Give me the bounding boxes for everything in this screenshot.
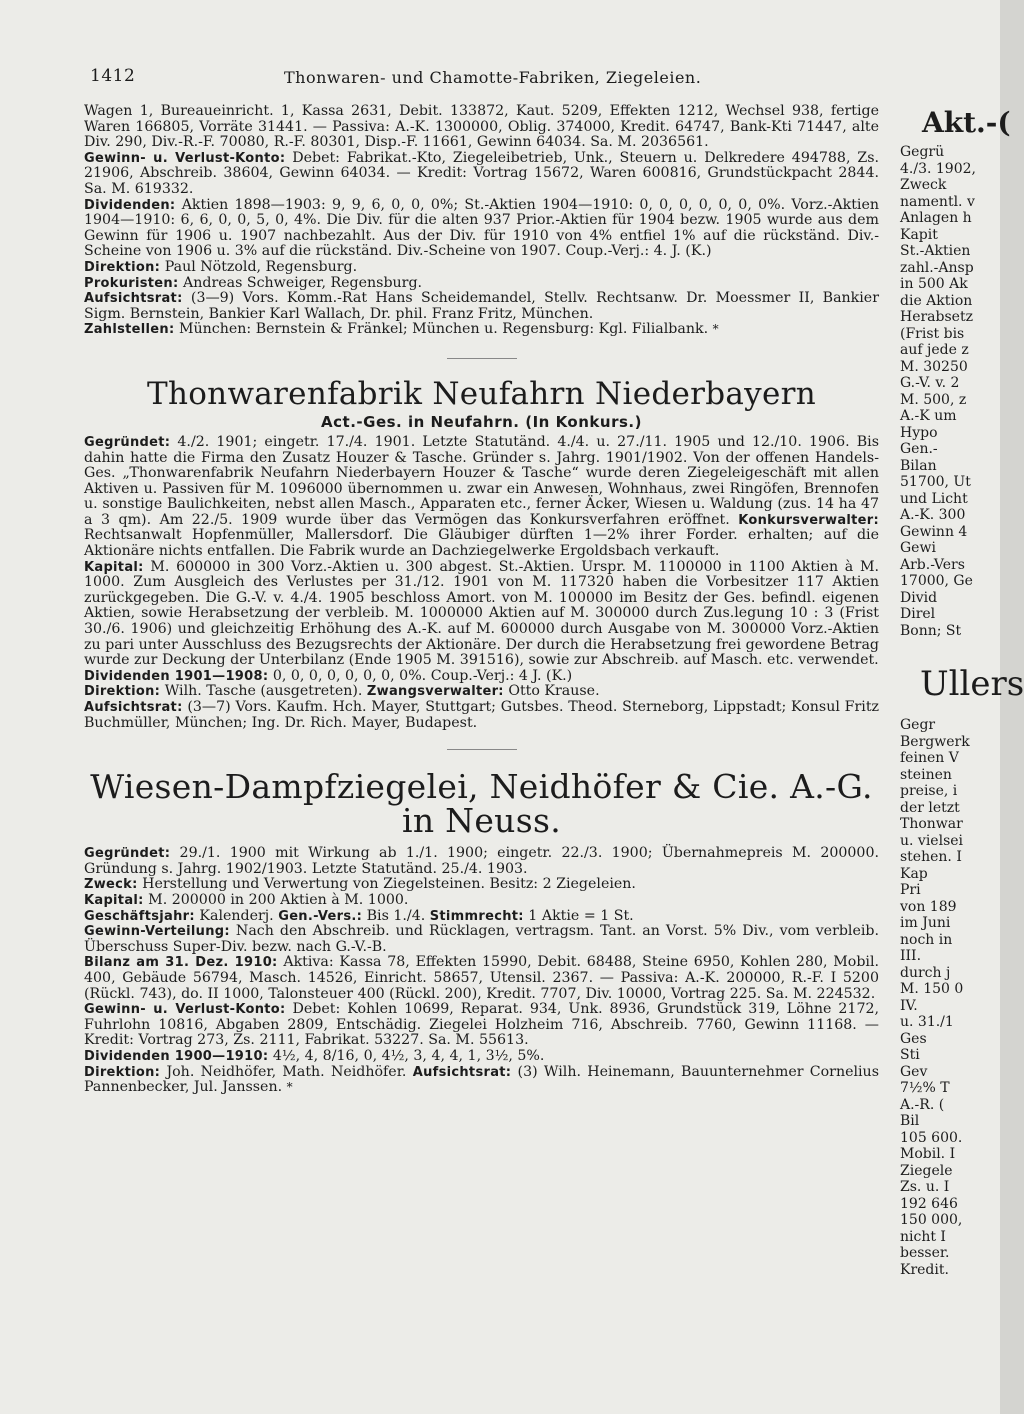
founded-text: 4./2. 1901; eingetr. 17./4. 1901. Letzte Statutänd. 4./4. u. 27./11. 1905 und 12./10. 1906. Bis dahin hatte die Firma den Zusatz Houzer & Tasche. Gründer s. Jahrg. 1901/1902. Von der offenen Handels-Ges. „Thonwarenfabrik Neufahrn Niederbayern Houzer & Tasche“ wurde deren Ziegeleigeschäft mit allen Aktiven u. Passiven für M. 1096000 übernommen u. zwar ein Anwesen, Wohnhaus, zwei Ringöfen, Brennofen u. sonstige Baulichkeiten, nebst allen Masch., Apparaten etc., ferner Äcker, Wiesen u. Waldung (zus. 14 ha 47 a 3 qm). Am 22./5. 1909 wurde über das Vermögen das Konkursverfahren eröffnet. <box>84 433 880 528</box>
page-header <box>84 56 879 86</box>
capital-text: M. 600000 in 300 Vorz.-Aktien u. 300 abgest. St.-Aktien. Urspr. M. 1100000 in 1100 Aktien à M. 1000. Zum Ausgleich des Verlustes per 31./12. 1901 von M. 117320 haben die Vorbesitzer 117 Aktien zurückgegeben. Die G.-V. v. 4./4. 1905 beschloss Amort. von M. 100000 im Besitz der Ges. befindl. eigenen Aktien, sowie Herabsetzung der verbleib. M. 1000000 Aktien auf M. 300000 durch Zus.legung 10 : 3 (Frist 30./6. 1906) und gleichzeitig Erhöhung des A.-K. auf M. 600000 durch Ausgabe von M. 300000 Vorz.-Aktien zu pari unter Ausschluss des Bezugsrechts der Aktionäre. Der durch die Herabsetzung frei gewordene Betrag wurde zur Deckung der Unterbilanz (Ende 1905 M. 391516), sowie zur Abschreib. auf Masch. etc. verwendet. <box>84 558 879 669</box>
capital-text: M. 200000 in 200 Aktien à M. 1000. <box>148 891 409 908</box>
right-column-line: Anlagen h <box>900 210 972 226</box>
right-column-line: Bilan <box>900 457 937 474</box>
right-column-line: u. 31./1 <box>900 1014 954 1030</box>
profit-distribution-label: Gewinn-Verteilung: <box>84 924 230 940</box>
administrator-label: Zwangsverwalter: <box>366 684 504 700</box>
profit-loss-label: Gewinn- u. Verlust-Konto: <box>84 1002 286 1018</box>
right-column-line: Pri <box>900 882 921 898</box>
business-year-label: Geschäftsjahr: <box>84 908 195 924</box>
right-column-line: durch j <box>900 964 951 981</box>
right-column-line: stehen. I <box>900 849 962 865</box>
dividends-label: Dividenden 1900—1910: <box>84 1048 269 1064</box>
profit-loss-paragraph <box>84 151 879 198</box>
right-column-line: Ges <box>900 1030 927 1047</box>
right-column-line: Direl <box>900 606 936 622</box>
procurators-label: Prokuristen: <box>84 275 179 291</box>
founded-paragraph <box>84 846 879 877</box>
right-column-line: zahl.-Ansp <box>900 259 974 276</box>
capital-paragraph <box>84 893 879 909</box>
right-column-line: Akt.-( <box>922 106 1011 139</box>
right-column-line: Sti <box>900 1047 920 1063</box>
footnote-star: * <box>712 322 719 337</box>
right-column-line: III. <box>900 948 922 964</box>
supervisory-board-label: Aufsichtsrat: <box>412 1064 512 1080</box>
right-column-line: auf jede z <box>900 342 969 358</box>
right-column-line: 17000, Ge <box>900 573 973 589</box>
profit-distribution-text: Nach den Abschreib. und Rücklagen, vertragsm. Tant. an Vorst. 5% Div., vom verbleib. Überschuss Super-Div. bezw. nach G.-V.-B. <box>84 923 879 955</box>
procurators-paragraph <box>84 276 879 292</box>
supervisory-board-paragraph <box>84 291 879 322</box>
dividends-text: 0, 0, 0, 0, 0, 0, 0, 0%. Coup.-Verj.: 4 J. (K.) <box>272 667 573 684</box>
right-column-line: Gewinn 4 <box>900 523 968 540</box>
right-column-line: nicht I <box>900 1228 946 1245</box>
supervisory-board-text: (3—7) Vors. Kaufm. Hch. Mayer, Stuttgart; Gutsbes. Theod. Sterneborg, Lippstadt; Konsul Fritz Buchmüller, München; Ing. Dr. Rich. Mayer, Budapest. <box>84 699 879 731</box>
business-year-text: Kalenderj. <box>199 907 274 924</box>
main-column <box>84 56 879 1096</box>
balance-continuation: Wagen 1, Bureaueinricht. 1, Kassa 2631, Debit. 133872, Kaut. 5209, Effekten 1212, Wechsel 938, fertige Waren 166805, Vorräte 31441. — Passiva: A.-K. 1300000, Oblig. 374000, Kredit. 64747, Bank-Kti 71447, alte Div. 290, Div.-R.-F. 70080, R.-F. 80301, Disp.-F. 11661, Gewinn 64034. Sa. M. 2036561. <box>84 103 879 151</box>
right-column-line: Gegr <box>900 717 936 733</box>
right-column-line: G.-V. v. 2 <box>900 375 960 391</box>
right-column-line: 4./3. 1902, <box>900 160 976 177</box>
dividends-text: Aktien 1898—1903: 9, 9, 6, 0, 0, 0%; St.-Aktien 1904—1910: 0, 0, 0, 0, 0, 0, 0%. Vorz.-Aktien 1904—1910: 6, 6, 0, 0, 5, 0, 4%. Die Div. für die alten 937 Prior.-Aktien für 1904 bezw. 1905 wurde aus dem Gewinn für 1906 u. 1907 nachbezahlt. Aus der Div. für 1910 von 4% entfiel 1% auf die rückständ. Div.-Scheine von 1906 u. 3% auf die rückständ. Div.-Scheine von 1907. Coup.-Verj.: 4. J. (K.) <box>84 196 880 260</box>
board-label: Direktion: <box>84 684 161 700</box>
capital-label: Kapital: <box>84 892 144 908</box>
right-column-line: Kredit. <box>900 1261 949 1278</box>
supervisory-board-label: Aufsichtsrat: <box>84 700 183 715</box>
right-column-line: Bergwerk <box>900 733 970 750</box>
profit-loss-label: Gewinn- u. Verlust-Konto: <box>84 150 286 166</box>
right-column-line: Divid <box>900 589 938 606</box>
right-column-line: Hypo <box>900 424 938 441</box>
right-column-line: Kapit <box>900 226 938 243</box>
dividends-paragraph <box>84 1049 879 1065</box>
right-column-line: M. 30250 <box>900 358 968 375</box>
dividends-paragraph <box>84 669 879 685</box>
divider <box>447 749 517 750</box>
right-column-line: A.-K um <box>900 408 957 424</box>
voting-right-label: Stimmrecht: <box>429 908 524 924</box>
company-subtitle: Act.-Ges. in Neufahrn. (In Konkurs.) <box>321 412 642 431</box>
right-column-line: von 189 <box>900 898 957 915</box>
board-text: Paul Nötzold, Regensburg. <box>164 258 358 275</box>
dividends-label: Dividenden 1901—1908: <box>84 668 269 684</box>
capital-paragraph <box>84 560 879 669</box>
right-column-line: Kap <box>900 865 928 882</box>
paying-agents-paragraph <box>84 322 879 338</box>
general-meeting-label: Gen.-Vers.: <box>278 908 363 924</box>
right-column-line: Bil <box>900 1113 920 1129</box>
right-column-line: Gev <box>900 1063 928 1080</box>
right-column-line: M. 150 0 <box>900 981 964 997</box>
right-column-line: Gen.- <box>900 441 938 457</box>
voting-right-text: 1 Aktie = 1 St. <box>528 907 634 924</box>
right-column-line: steinen <box>900 766 952 783</box>
right-column-line: 51700, Ut <box>900 474 971 490</box>
right-column-line: Zs. u. I <box>900 1179 950 1195</box>
right-column-line: feinen V <box>900 750 959 766</box>
right-column-line: Bonn; St <box>900 622 962 639</box>
balance-text: Aktiva: Kassa 78, Effekten 15990, Debit. 68488, Steine 6950, Kohlen 280, Mobil. 400, Gebäude 56794, Masch. 14526, Einricht. 58657, Utensil. 2367. — Passiva: A.-K. 200000, R.-F. I 5200 (Rückl. 743), do. II 1000, Talonsteuer 400 (Rückl. 200), Kredit. 7707, Div. 10000, Vortrag 225. Sa. M. 224532. <box>84 954 879 1002</box>
general-meeting-text: Bis 1./4. <box>366 907 426 924</box>
business-year-paragraph <box>84 909 879 925</box>
profit-distribution-paragraph <box>84 924 879 955</box>
procurators-text: Andreas Schweiger, Regensburg. <box>182 274 423 291</box>
right-column-line: Ziegele <box>900 1162 953 1179</box>
right-column-line: namentl. v <box>900 193 975 210</box>
founded-label: Gegründet: <box>84 846 171 862</box>
board-label: Direktion: <box>84 1064 161 1080</box>
right-column-line: und Licht <box>900 490 968 507</box>
right-column-line: A.-R. ( <box>900 1096 945 1113</box>
profit-loss-text: Debet: Kohlen 10699, Reparat. 934, Unk. 8936, Grundstück 319, Löhne 2172, Fuhrlohn 10816, Abgaben 2809, Entschädig. Ziegelei Holzheim 716, Abschreib. 7760, Gewinn 11168. — Kredit: Vortrag 273, Zs. 2111, Fabrikat. 53227. Sa. M. 55613. <box>84 1001 880 1049</box>
purpose-text: Herstellung und Verwertung von Ziegelsteinen. Besitz: 2 Ziegeleien. <box>142 876 636 893</box>
balance-paragraph <box>84 955 879 1002</box>
board-paragraph <box>84 260 879 276</box>
right-column-line: Herabsetz <box>900 309 973 325</box>
dividends-label: Dividenden: <box>84 197 176 213</box>
company-title: Thonwarenfabrik Neufahrn Niederbayern <box>146 375 817 412</box>
right-column-lower <box>900 664 1024 1278</box>
right-column-line: Thonwar <box>900 816 963 832</box>
supervisory-board-text: (3) Wilh. Heinemann, Bauunternehmer Cornelius Pannenbecker, Jul. Janssen. <box>84 1063 879 1096</box>
dividends-text: 4½, 4, 8/16, 0, 4½, 3, 4, 4, 1, 3½, 5%. <box>272 1047 545 1064</box>
right-column-line: St.-Aktien <box>900 243 971 259</box>
divider <box>447 358 517 359</box>
dividends-paragraph <box>84 198 879 260</box>
right-column-line: der letzt <box>900 799 960 816</box>
right-column-line: Arb.-Vers <box>900 556 965 573</box>
supervisory-board-paragraph <box>84 700 879 731</box>
founded-label: Gegründet: <box>84 434 171 450</box>
right-column-line: 7½% T <box>900 1080 950 1096</box>
company-title: Wiesen-Dampfziegelei, Neidhöfer & Cie. A.-G. in Neuss. <box>90 767 873 841</box>
right-column-line: in 500 Ak <box>900 276 968 292</box>
right-column-line: Mobil. I <box>900 1146 956 1162</box>
board-paragraph <box>84 684 879 700</box>
administrator-text: Otto Krause. <box>508 683 600 700</box>
right-column-line: u. vielsei <box>900 832 964 849</box>
right-column-line: Gegrü <box>900 144 945 160</box>
receiver-label: Konkursverwalter: <box>738 512 879 528</box>
supervisory-board-label: Aufsichtsrat: <box>84 291 183 307</box>
board-label: Direktion: <box>84 259 161 275</box>
right-column-line: 192 646 <box>900 1195 958 1212</box>
founded-text: 29./1. 1900 mit Wirkung ab 1./1. 1900; eingetr. 22./3. 1900; Übernahmepreis M. 200000. Gründung s. Jahrg. 1902/1903. Letzte Statutänd. 25./4. 1903. <box>84 845 879 877</box>
supervisory-board-text: (3—9) Vors. Komm.-Rat Hans Scheidemandel, Stellv. Rechtsanw. Dr. Moessmer II, Bankier Sigm. Bernstein, Bankier Karl Wallach, Dr. phil. Franz Fritz, München. <box>84 290 879 322</box>
board-paragraph <box>84 1065 879 1096</box>
right-column-line: preise, i <box>900 783 958 799</box>
right-column-line: noch in <box>900 931 953 948</box>
paying-agents-text: München: Bernstein & Fränkel; München u. Regensburg: Kgl. Filialbank. <box>178 321 709 338</box>
right-column-line: die Aktion <box>900 292 973 309</box>
right-column-line: A.-K. 300 <box>900 507 966 523</box>
right-column-upper <box>900 106 1011 639</box>
right-column-line: 150 000, <box>900 1212 963 1228</box>
right-column-line: Ullers <box>920 664 1024 704</box>
right-column-line: (Frist bis <box>900 325 965 342</box>
board-text: Wilh. Tasche (ausgetreten). <box>164 683 363 700</box>
right-column-fragment <box>900 100 1024 1278</box>
right-column-line: im Juni <box>900 915 951 931</box>
right-column-line: Gewi <box>900 540 936 556</box>
right-column-line: IV. <box>900 997 918 1014</box>
page-number: 1412 <box>90 66 136 86</box>
balance-label: Bilanz am 31. Dez. 1910: <box>84 955 278 971</box>
profit-loss-text: Debet: Fabrikat.-Kto, Ziegeleibetrieb, Unk., Steuern u. Delkredere 494788, Zs. 21906, Abschreib. 38604, Gewinn 64034. — Kredit: Vortrag 15672, Waren 600816, Grundstückpacht 2844. Sa. M. 619332. <box>84 149 879 197</box>
receiver-text: Rechtsanwalt Hopfenmüller, Mallersdorf. Die Gläubiger dürften 1—2% ihrer Forder. erhalten; auf die Aktionäre nichts entfallen. Die Fabrik wurde an Dachziegelwerke Ergoldsbach verkauft. <box>84 527 879 560</box>
running-title: Thonwaren- und Chamotte-Fabriken, Ziegeleien. <box>284 68 702 87</box>
right-column-line: Zweck <box>900 177 947 193</box>
founded-paragraph <box>84 435 879 560</box>
purpose-paragraph <box>84 877 879 893</box>
profit-loss-paragraph <box>84 1002 879 1049</box>
purpose-label: Zweck: <box>84 877 138 893</box>
paying-agents-label: Zahlstellen: <box>84 322 175 338</box>
right-column-line: M. 500, z <box>900 391 967 408</box>
right-column-line: besser. <box>900 1245 950 1261</box>
board-text: Joh. Neidhöfer, Math. Neidhöfer. <box>166 1063 407 1080</box>
footnote-star: * <box>286 1080 293 1095</box>
capital-label: Kapital: <box>84 559 144 575</box>
right-column-line: 105 600. <box>900 1129 963 1146</box>
